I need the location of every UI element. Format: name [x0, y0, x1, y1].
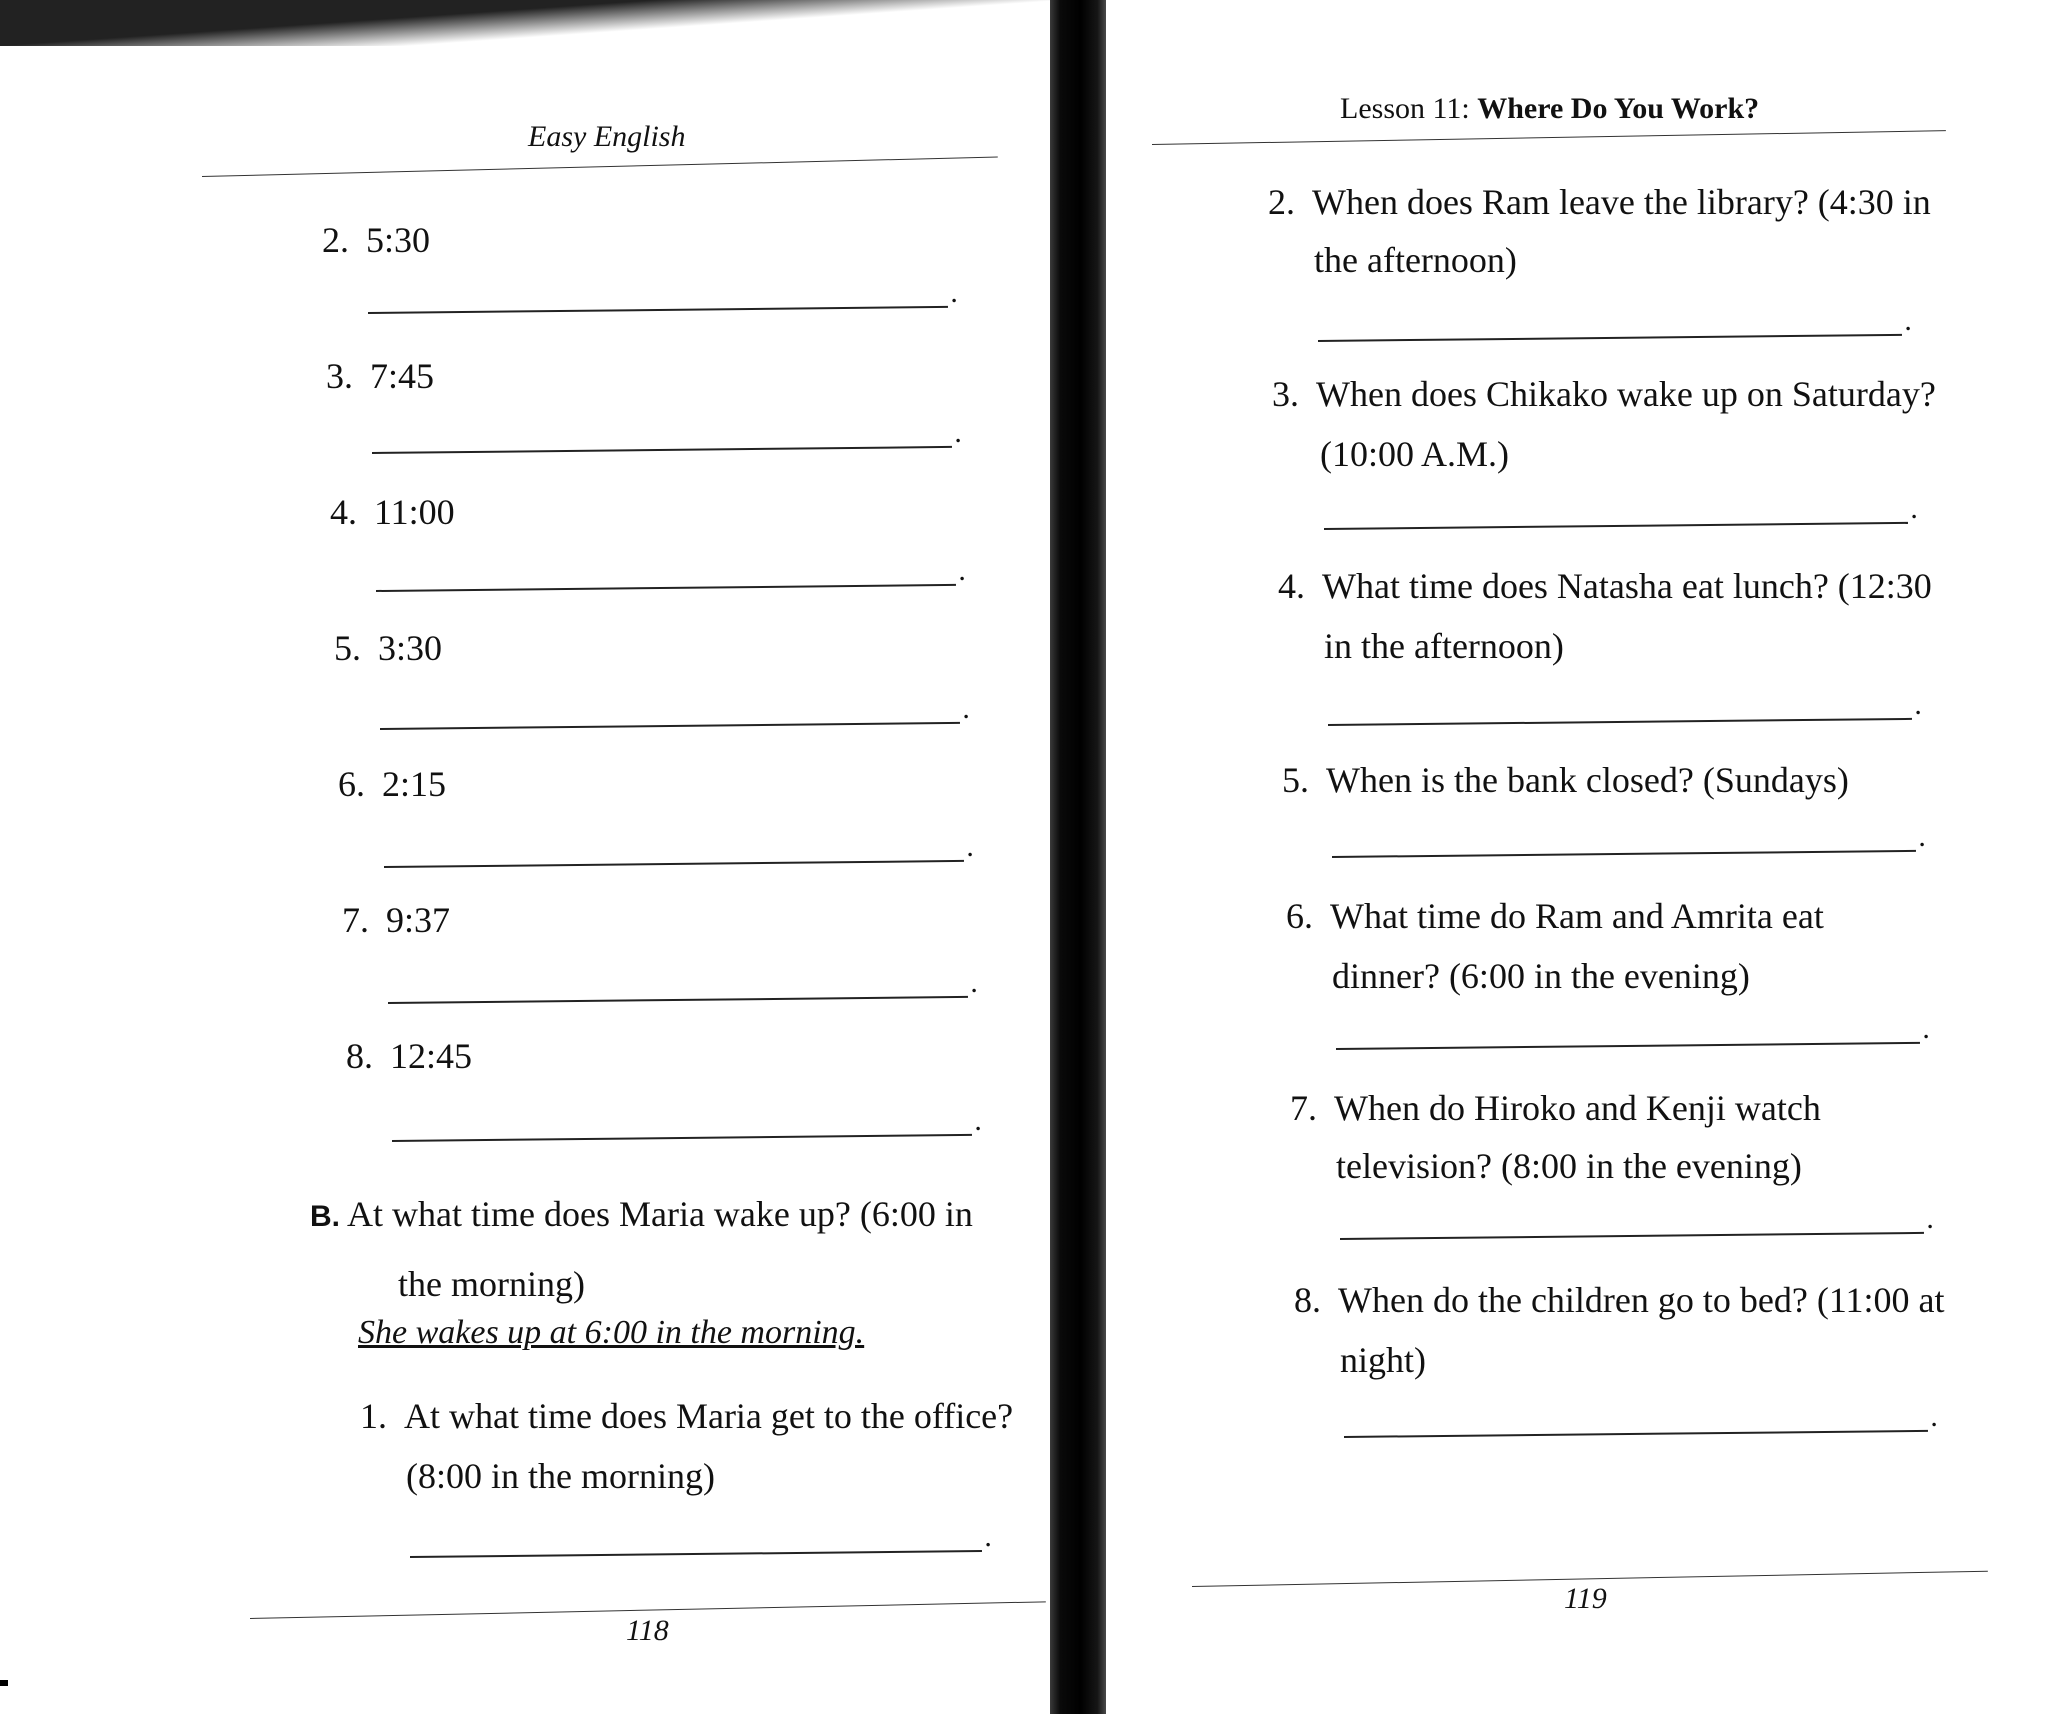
- question-item: 7. When do Hiroko and Kenji watch: [1290, 1088, 1821, 1128]
- question-item-cont: dinner? (6:00 in the evening): [1332, 956, 1750, 996]
- question-item: 3. When does Chikako wake up on Saturday?: [1272, 374, 1936, 414]
- answer-line[interactable]: [372, 446, 952, 454]
- time-item: 4. 11:00: [330, 492, 455, 532]
- answer-line[interactable]: [1318, 334, 1902, 342]
- answer-line[interactable]: [1336, 1042, 1920, 1050]
- exercise-b-prompt: B. At what time does Maria wake up? (6:00 in: [310, 1194, 973, 1234]
- question-item-cont: the afternoon): [1314, 240, 1517, 280]
- time-item: 5. 3:30: [334, 628, 443, 668]
- question-item: 1. At what time does Maria get to the office?: [360, 1396, 1014, 1436]
- question-item-cont: television? (8:00 in the evening): [1336, 1146, 1802, 1186]
- time-item: 6. 2:15: [338, 764, 447, 804]
- header-rule: [202, 157, 998, 177]
- time-item: 7. 9:37: [342, 900, 451, 940]
- answer-line[interactable]: [368, 306, 948, 314]
- time-item: 3. 7:45: [326, 356, 435, 396]
- question-item: 2. When does Ram leave the library? (4:30 in: [1268, 182, 1931, 222]
- answer-line[interactable]: [380, 722, 960, 730]
- header-rule: [1152, 130, 1946, 145]
- running-header: Lesson 11: Where Do You Work?: [1340, 92, 1760, 125]
- question-item: 5. When is the bank closed? (Sundays): [1282, 760, 1849, 800]
- answer-line[interactable]: [384, 860, 964, 868]
- answer-line[interactable]: [1324, 522, 1908, 530]
- answer-line[interactable]: [1332, 850, 1916, 858]
- question-item-cont: (8:00 in the morning): [406, 1456, 715, 1496]
- answer-line[interactable]: [376, 584, 956, 592]
- time-item: 2. 5:30: [322, 220, 431, 260]
- scan-edge-shadow: [0, 0, 1062, 46]
- question-item: 8. When do the children go to bed? (11:00 at: [1294, 1280, 1945, 1320]
- exercise-b-prompt-cont: the morning): [398, 1264, 585, 1304]
- question-item: 6. What time do Ram and Amrita eat: [1286, 896, 1824, 936]
- question-item: 4. What time does Natasha eat lunch? (12:30: [1278, 566, 1932, 606]
- page-number: 118: [626, 1614, 669, 1647]
- question-item-cont: (10:00 A.M.): [1320, 434, 1509, 474]
- example-answer: She wakes up at 6:00 in the morning.: [358, 1314, 865, 1351]
- answer-line[interactable]: [1328, 718, 1912, 726]
- question-item-cont: night): [1340, 1340, 1426, 1380]
- answer-line[interactable]: [1344, 1430, 1928, 1438]
- answer-line[interactable]: [410, 1550, 982, 1558]
- answer-line[interactable]: [392, 1134, 972, 1142]
- right-page: [1112, 0, 2048, 1714]
- exercise-label: B.: [310, 1200, 340, 1233]
- question-item-cont: in the afternoon): [1324, 626, 1564, 666]
- answer-line[interactable]: [388, 996, 968, 1004]
- running-header: Easy English: [528, 120, 686, 153]
- time-item: 8. 12:45: [346, 1036, 473, 1076]
- answer-line[interactable]: [1340, 1232, 1924, 1240]
- page-number: 119: [1564, 1582, 1607, 1615]
